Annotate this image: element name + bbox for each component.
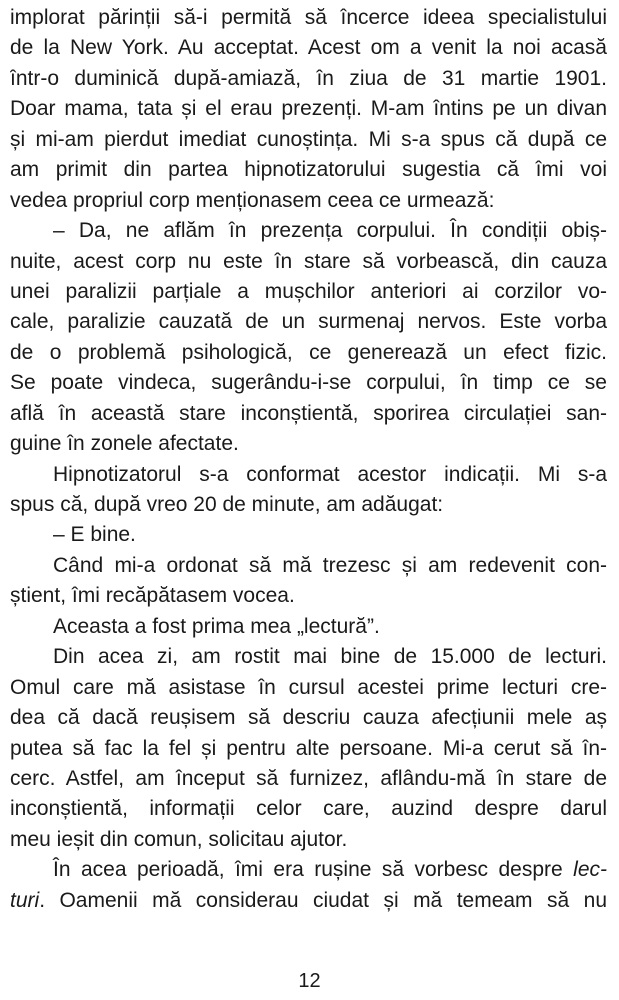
text-line: cale, paralizie cauzată de un surmenaj nervos. Este vorba xyxy=(10,310,607,334)
text-line: meu ieșit din comun, solicitau ajutor. xyxy=(10,827,348,851)
page-number: 12 xyxy=(298,970,321,992)
text-line: dea că dacă reușisem să descriu cauza afecțiunii mele aș xyxy=(10,706,607,730)
text-line: Doar mama, tata și el erau prezenți. M-am întins pe un divan xyxy=(10,97,607,121)
paragraph-start-line: Din acea zi, am rostit mai bine de 15.000 de lecturi. xyxy=(53,645,607,669)
text-line: vedea propriul corp menționasem ceea ce urmează: xyxy=(10,188,495,212)
paragraph-start-line: Hipnotizatorul s-a conformat acestor indicații. Mi s-a xyxy=(53,462,607,486)
text-line: știent, îmi recăpătasem vocea. xyxy=(10,584,295,608)
text-line: și mi-am pierdut imediat cunoștința. Mi s-a spus că după ce xyxy=(10,127,607,151)
text-line: nuite, acest corp nu este în stare să vorbească, din cauza xyxy=(10,249,607,273)
text-line: de la New York. Au acceptat. Acest om a venit la noi acasă xyxy=(10,36,607,60)
text-line: cerc. Astfel, am început să furnizez, aflându-mă în stare de xyxy=(10,766,607,790)
text-line: Omul care mă asistase în cursul acestei prime lecturi cre- xyxy=(10,675,607,699)
text-line: într-o duminică după-amiază, în ziua de 31 martie 1901. xyxy=(10,66,607,90)
paragraph-start-line xyxy=(10,855,607,885)
text-line: de o problemă psihologică, ce generează un efect fizic. xyxy=(10,340,607,364)
italic-text-run: lec- xyxy=(573,858,607,882)
text-line: unei paralizii parțiale a mușchilor anteriori ai corzilor vo- xyxy=(10,279,607,303)
italic-text-run: turi xyxy=(10,888,40,912)
dialogue-line: – Da, ne aflăm în prezența corpului. În condiții obiș- xyxy=(53,219,607,243)
text-line: Se poate vindeca, sugerându-i-se corpului, în timp ce se xyxy=(10,371,607,395)
text-line: inconștientă, informații celor care, auzind despre darul xyxy=(10,797,607,821)
text-line: am primit din partea hipnotizatorului sugestia că îmi voi xyxy=(10,158,607,182)
text-line: spus că, după vreo 20 de minute, am adăugat: xyxy=(10,493,444,516)
dialogue-line: – E bine. xyxy=(53,523,136,547)
text-run: În acea perioadă, îmi era rușine să vorbesc despre xyxy=(53,858,574,882)
paragraph-start-line: Când mi-a ordonat să mă trezesc și am redevenit con- xyxy=(53,553,607,577)
text-run: . Oamenii mă considerau ciudat și mă temeam să nu xyxy=(39,888,607,912)
text-line: guine în zonele afectate. xyxy=(10,432,239,456)
text-line xyxy=(10,886,607,916)
text-line: putea să fac la fel și pentru alte persoane. Mi-a cerut să în- xyxy=(10,736,607,760)
paragraph-start-line: Aceasta a fost prima mea „lectură”. xyxy=(53,614,380,638)
text-line: află în această stare inconștientă, sporirea circulației san- xyxy=(10,401,607,425)
document-page xyxy=(10,3,607,916)
text-line: implorat părinții să-i permită să încerce ideea specialistului xyxy=(10,6,607,29)
